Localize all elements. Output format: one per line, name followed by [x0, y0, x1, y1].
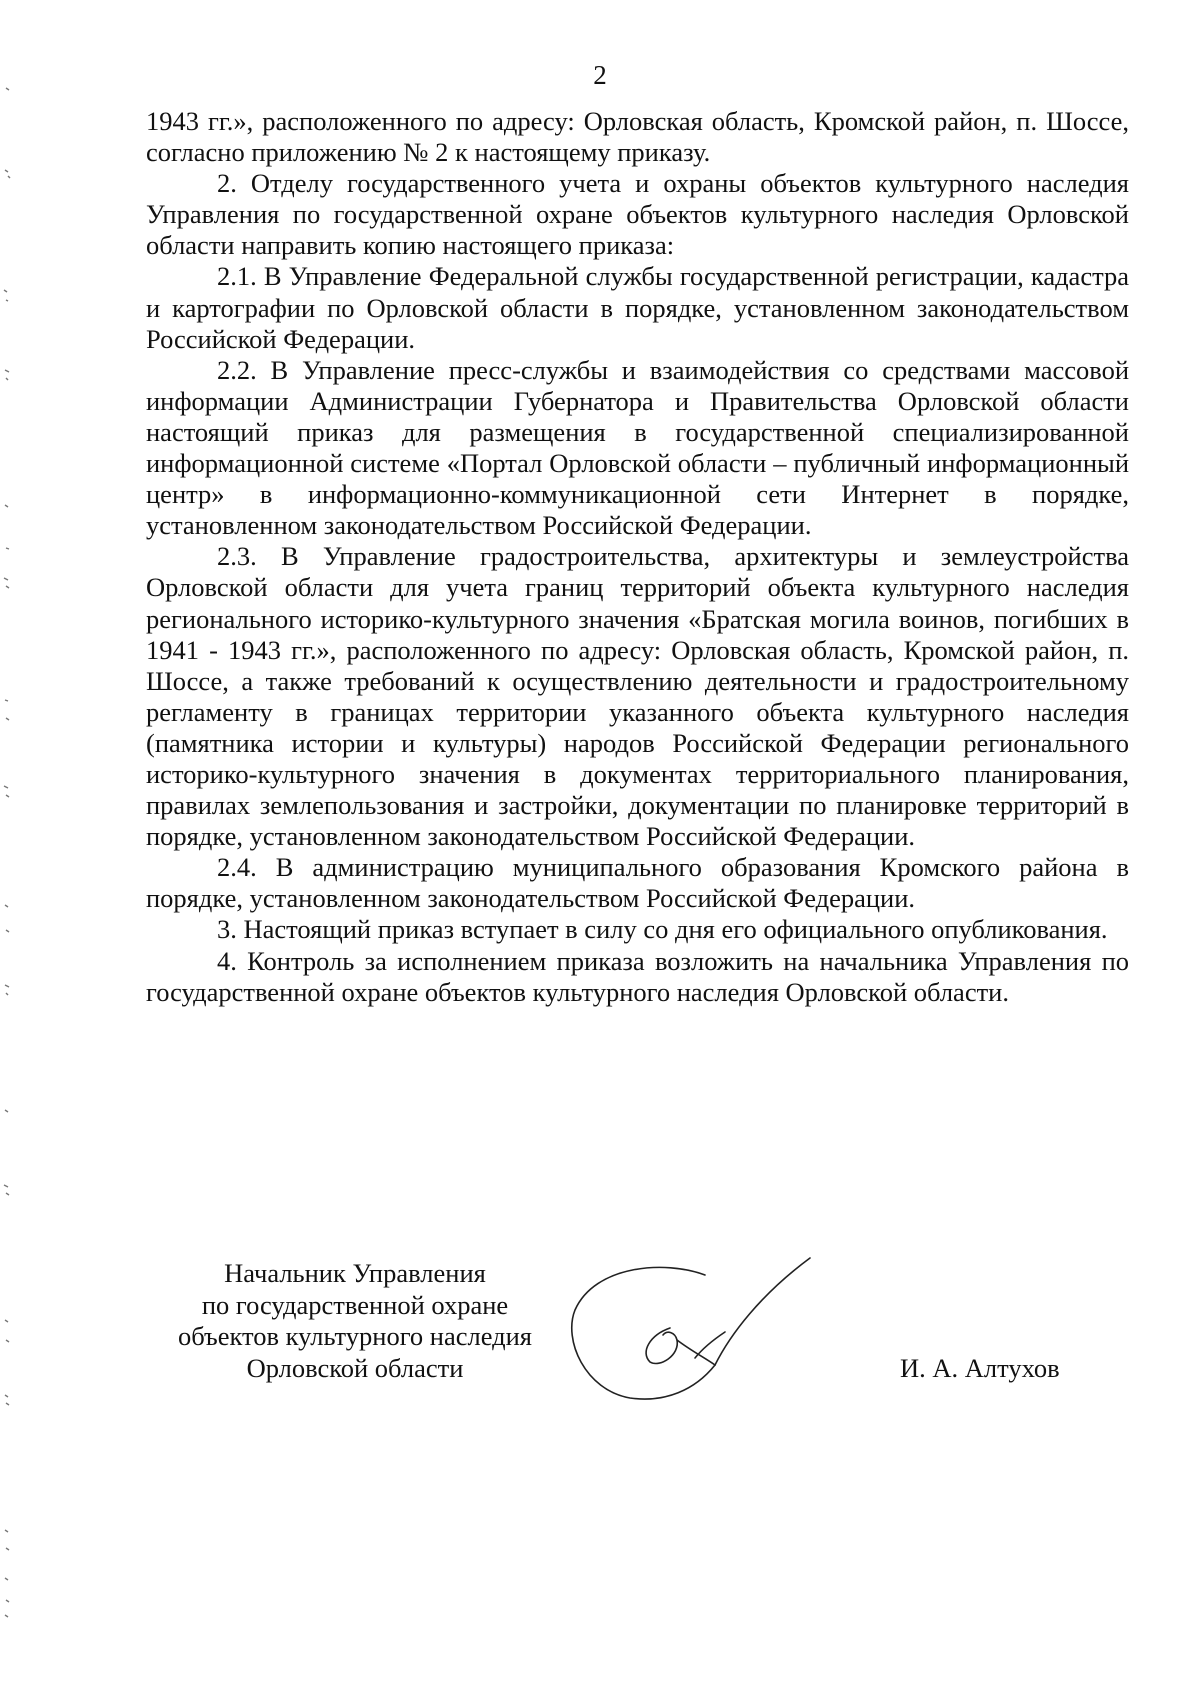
paragraph-continuation: 1943 гг.», расположенного по адресу: Орловская область, Кромской район, п. Шоссе, согласно приложению № 2 к настоящему приказу.	[146, 106, 1129, 168]
paragraph-item-2-2: 2.2. В Управление пресс-службы и взаимодействия со средствами массовой информации Администрации Губернатора и Правительства Орловской области настоящий приказ для размещения в государственной специализированной информационной системе «Портал Орловской области – публичный информационный центр» в информационно-коммуникационной сети Интернет в порядке, установленном законодательством Российской Федерации.	[146, 354, 1129, 541]
paragraph-item-2-3: 2.3. В Управление градостроительства, архитектуры и землеустройства Орловской области для учета границ территорий объекта культурного наследия регионального историко-культурного значения «Братская могила воинов, погибших в 1941 - 1943 гг.», расположенного по адресу: Орловская область, Кромской район, п. Шоссе, а также требований к осуществлению деятельности и градостроительному регламенту в границах территории указанного объекта культурного наследия (памятника истории и культуры) народов Российской Федерации регионального историко-культурного значения в документах территориального планирования, правилах землепользования и застройки, документации по планировке территорий в порядке, установленном законодательством Российской Федерации.	[146, 541, 1129, 852]
signatory-name: И. А. Алтухов	[900, 1353, 1060, 1383]
paragraph-item-2: 2. Отделу государственного учета и охраны объектов культурного наследия Управления по государственной охране объектов культурного наследия Орловской области направить копию настоящего приказа:	[146, 168, 1129, 261]
signatory-position	[150, 1258, 560, 1384]
handwritten-signature	[555, 1240, 835, 1410]
signatory-position-line: Начальник Управления	[224, 1258, 486, 1288]
signatory-position-line: по государственной охране	[201, 1289, 509, 1320]
document-body	[146, 106, 1129, 1008]
signatory-position-line: объектов культурного наследия	[177, 1321, 532, 1351]
page-number: 2	[593, 60, 607, 90]
paragraph-item-2-1: 2.1. В Управление Федеральной службы государственной регистрации, кадастра и картографии по Орловской области в порядке, установленном законодательством Российской Федерации.	[146, 261, 1129, 354]
paragraph-item-2-4: 2.4. В администрацию муниципального образования Кромского района в порядке, установленном законодательством Российской Федерации.	[146, 852, 1129, 914]
paragraph-item-3: 3. Настоящий приказ вступает в силу со дня его официального опубликования.	[217, 914, 1108, 945]
scan-edge-marks	[0, 0, 24, 1697]
signatory-position-line: Орловской области	[246, 1352, 464, 1383]
paragraph-item-4: 4. Контроль за исполнением приказа возложить на начальника Управления по государственной охране объектов культурного наследия Орловской области.	[146, 945, 1129, 1007]
